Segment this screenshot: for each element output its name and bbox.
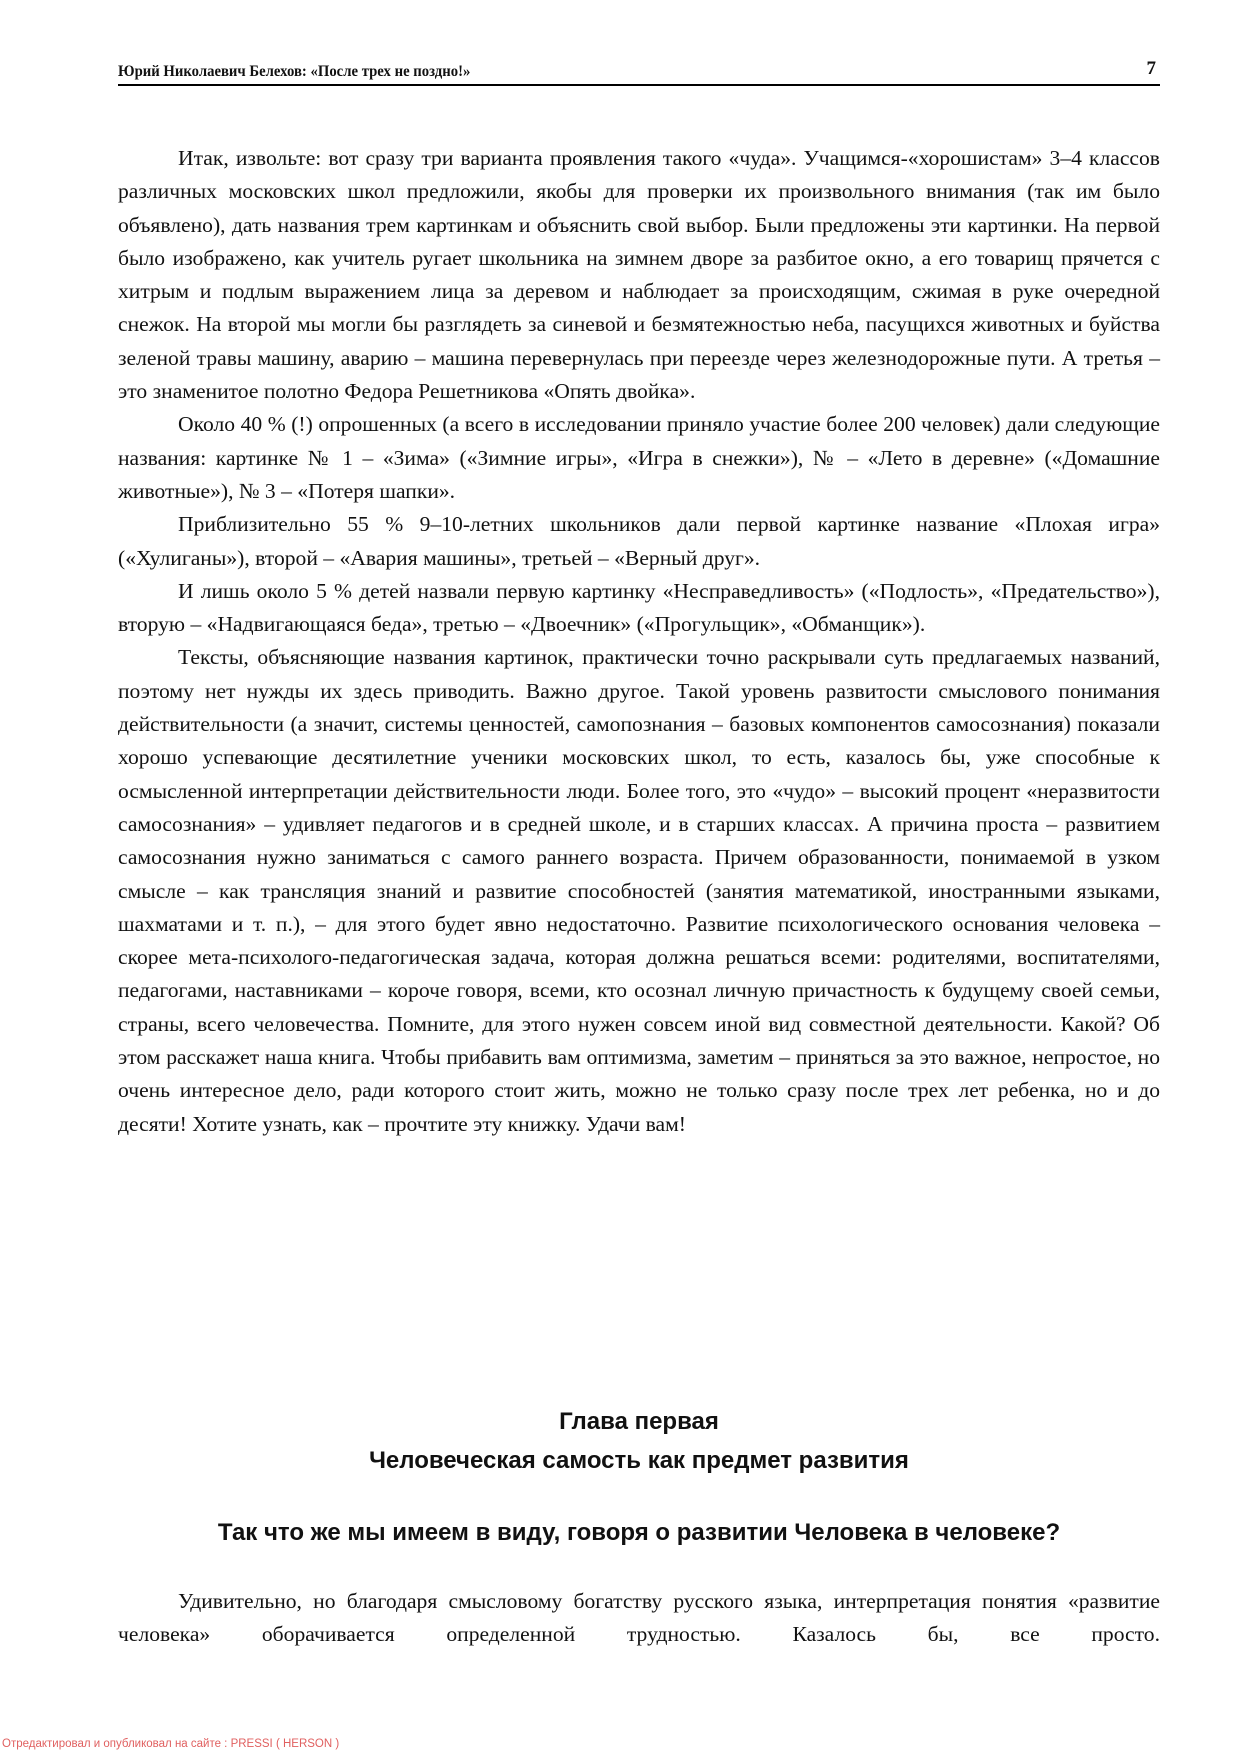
- paragraph: Приблизительно 55 % 9–10-летних школьников дали первой картинке название «Плохая игра» («Хулиганы»), второй – «Авария машины», третьей – «Верный друг».: [118, 512, 1160, 570]
- paragraph: Итак, извольте: вот сразу три варианта проявления такого «чуда». Учащимся-«хорошистам» 3–4 классов различных московских школ предложили, якобы для проверки их произвольного внимания (так им было объявлено), дать названия трем картинкам и объяснить свой выбор. Были предложены эти картинки. На первой было изображено, как учитель ругает школьника на зимнем дворе за разбитое окно, а его товарищ прячется с хитрым и подлым выражением лица за деревом и наблюдает за происходящим, сжимая в руке очередной снежок. На второй мы могли бы разглядеть за синевой и безмятежностью неба, пасущихся животных и буйства зеленой травы машину, аварию – машина перевернулась при переезде через железнодорожные пути. А третья – это знаменитое полотно Федора Решетникова «Опять двойка».: [118, 146, 1160, 404]
- chapter-number: Глава первая: [559, 1408, 719, 1435]
- running-header: [118, 58, 1160, 86]
- paragraph: И лишь около 5 % детей назвали первую картинку «Несправедливость» («Подлость», «Предательство»), вторую – «Надвигающаяся беда», третью – «Двоечник» («Прогульщик», «Обманщик»).: [118, 578, 1160, 637]
- page-number: 7: [1146, 58, 1156, 79]
- paragraph: Тексты, объясняющие названия картинок, практически точно раскрывали суть предлагаемых названий, поэтому нет нужды их здесь приводить. Важно другое. Такой уровень развитости смыслового понимания действительности (а значит, системы ценностей, самопознания – базовых компонентов самосознания) показали хорошо успевающие десятилетние ученики московских школ, то есть, казалось бы, уже способные к осмысленной интерпретации действительности люди. Более того, это «чудо» – высокий процент «неразвитости самосознания» – удивляет педагогов и в средней школе, и в старших классах. А причина проста – развитием самосознания нужно заниматься с самого раннего возраста. Причем образованности, понимаемой в узком смысле – как трансляция знаний и развитие способностей (занятия математикой, иностранными языками, шахматами и т. п.), – для этого будет явно недостаточно. Развитие психологического основания человека – скорее мета-психолого-педагогическая задача, которая должна решаться всеми: родителями, воспитателями, педагогами, наставниками – короче говоря, всеми, кто осознал личную причастность к будущему своей семьи, страны, всего человечества. Помните, для этого нужен совсем иной вид совместной деятельности. Какой? Об этом расскажет наша книга. Чтобы прибавить вам оптимизма, заметим – приняться за это важное, непростое, но очень интересное дело, ради которого стоит жить, можно не только сразу после трех лет ребенка, но и до десяти! Хотите узнать, как – прочтите эту книжку. Удачи вам!: [118, 645, 1160, 1136]
- paragraph: Около 40 % (!) опрошенных (а всего в исследовании приняло участие более 200 человек) дали следующие названия: картинке № 1 – «Зима» («Зимние игры», «Игра в снежки»), № – «Лето в деревне» («Домашние животные»), № 3 – «Потеря шапки».: [118, 412, 1160, 503]
- section-heading: Так что же мы имеем в виду, говоря о развитии Человека в человеке?: [217, 1519, 1061, 1546]
- publisher-footer: Отредактировал и опубликовал на сайте : PRESSI ( HERSON ): [2, 1738, 340, 1750]
- chapter-title: Человеческая самость как предмет развития: [369, 1447, 909, 1474]
- body-text-continued: [118, 1585, 1160, 1652]
- paragraph: Удивительно, но благодаря смысловому богатству русского языка, интерпретация понятия «развитие человека» оборачивается определенной трудностью. Казалось бы, все просто.: [118, 1589, 1160, 1647]
- body-text: [118, 142, 1160, 1141]
- header-title: Юрий Николаевич Белехов: «После трех не поздно!»: [118, 63, 471, 80]
